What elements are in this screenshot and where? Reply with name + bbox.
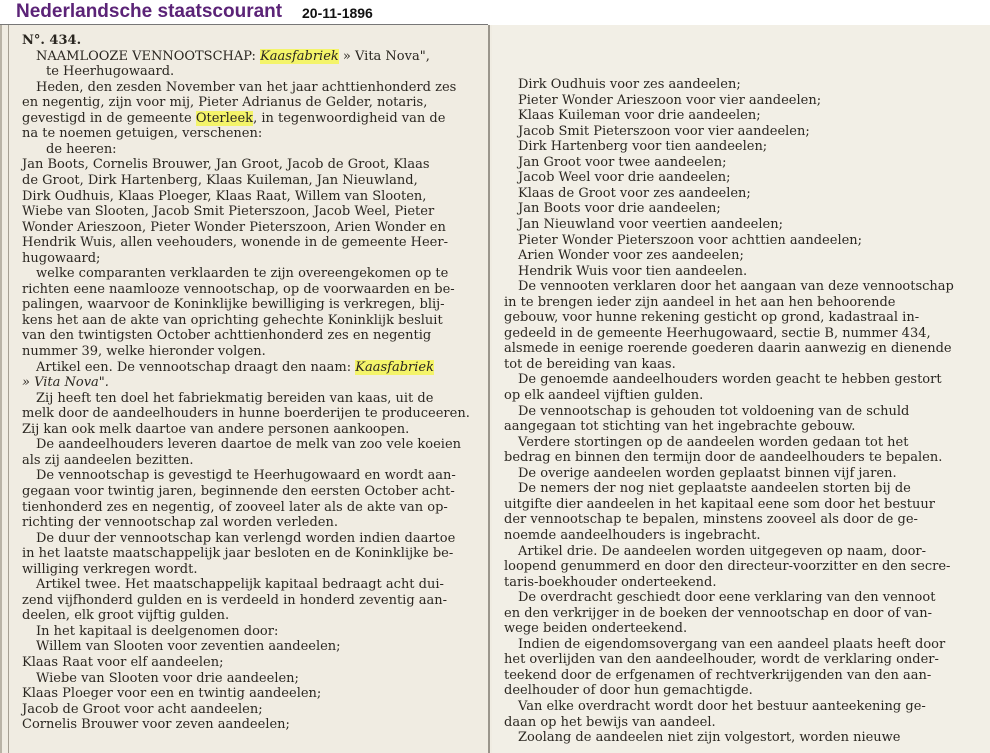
text-span: en negentig, zijn voor mij, Pieter Adrianus de Gelder, notaris,	[22, 95, 428, 111]
left-column-line	[22, 639, 482, 654]
text-span: De duur der vennootschap kan verlengd worden indien daartoe	[36, 530, 456, 546]
text-span: Dirk Hartenberg voor tien aandeelen;	[518, 139, 768, 155]
left-column-line	[22, 500, 482, 515]
right-clipping	[492, 25, 990, 753]
text-span: De overige aandeelen worden geplaatst binnen vijf jaren.	[518, 465, 897, 481]
text-span: richting der vennootschap zal worden verleden.	[22, 515, 338, 531]
text-span: de heeren:	[46, 141, 117, 157]
right-column-line	[504, 419, 974, 434]
right-column-line	[504, 652, 974, 667]
left-column-line	[22, 313, 482, 328]
right-column-line	[504, 124, 974, 139]
text-span: aangegaan tot stichting van het ingebrachte gebouw.	[504, 419, 856, 435]
left-column-line	[22, 468, 482, 483]
left-column-line	[22, 484, 482, 499]
highlighted-term: Oterleek	[195, 110, 254, 126]
right-column-line	[504, 310, 974, 325]
right-column-line	[504, 77, 974, 92]
text-span: van den twintigsten October achttienhonderd zes en negentig	[22, 328, 432, 344]
text-span: De genoemde aandeelhouders worden geacht te hebben gestort	[518, 372, 942, 388]
text-span: na te noemen getuigen, verschenen:	[22, 126, 263, 142]
left-column-line	[22, 453, 482, 468]
left-column-line	[22, 593, 482, 608]
left-clipping	[0, 25, 492, 753]
text-span: de Groot, Dirk Hartenberg, Klaas Kuileman, Jan Nieuwland,	[22, 172, 418, 188]
text-span: kens het aan de akte van oprichting gehechte Koninklijk besluit	[22, 312, 443, 328]
text-span: In het kapitaal is deelgenomen door:	[36, 623, 279, 639]
text-span: taris-boekhouder onderteekend.	[504, 574, 717, 590]
text-span: Artikel drie. De aandeelen worden uitgegeven op naam, door-	[518, 543, 927, 559]
left-column-line	[22, 328, 482, 343]
newspaper-title: Nederlandsche staatscourant	[16, 1, 283, 22]
text-span: gebouw, voor hunne rekening gesticht op grond, kadastraal in-	[504, 310, 920, 326]
text-span: Wonder Arieszoon, Pieter Wonder Pieterszoon, Arien Wonder en	[22, 219, 446, 235]
left-margin-rule	[8, 25, 9, 753]
right-column-line	[504, 450, 974, 465]
text-span: gedeeld in de gemeente Heerhugowaard, sectie B, nummer 434,	[504, 325, 931, 341]
right-column-line	[504, 388, 974, 403]
text-span: wege beiden onderteekend.	[504, 621, 688, 637]
text-span: hugowaard;	[22, 250, 101, 266]
left-column-line	[22, 111, 482, 126]
text-span: alsmede in eenige roerende goederen daarin aanwezig en dienende	[504, 341, 952, 357]
highlighted-term: Kaasfabriek	[260, 48, 339, 64]
right-column-line	[504, 683, 974, 698]
text-span: De vennootschap is gehouden tot voldoening van de schuld	[518, 403, 910, 419]
text-span: op elk aandeel vijftien gulden.	[504, 388, 704, 403]
text-span: williging verkregen wordt.	[22, 561, 198, 577]
text-span: Hendrik Wuis voor tien aandeelen.	[518, 263, 748, 279]
right-column-line	[504, 466, 974, 481]
text-span: noemde aandeelhouders is ingebracht.	[504, 527, 761, 543]
right-column-line	[504, 326, 974, 341]
right-column-line	[504, 155, 974, 170]
right-column-line	[504, 341, 974, 356]
text-span: Dirk Oudhuis voor zes aandeelen;	[518, 77, 741, 92]
left-column-line	[22, 266, 482, 281]
right-column-line	[504, 715, 974, 730]
left-column-line	[22, 717, 482, 732]
text-span: N°. 434.	[22, 33, 82, 48]
right-column-line	[504, 372, 974, 387]
right-column-line	[504, 264, 974, 279]
text-span: Indien de eigendomsovergang van een aandeel plaats heeft door	[518, 636, 946, 652]
left-column-line	[22, 173, 482, 188]
text-span: Artikel een. De vennootschap draagt den naam:	[36, 359, 356, 375]
right-column-line	[504, 435, 974, 450]
left-column-line	[22, 142, 482, 157]
right-column-line	[504, 295, 974, 310]
left-column-line	[22, 80, 482, 95]
text-span: Zoolang de aandeelen niet zijn volgestort, worden nieuwe	[518, 730, 901, 746]
left-column-line	[22, 360, 482, 375]
left-column-line	[22, 577, 482, 592]
text-span: welke comparanten verklaarden te zijn overeengekomen op te	[36, 266, 449, 282]
left-column-line	[22, 702, 482, 717]
text-span: deelen, elk groot vijftig gulden.	[22, 608, 230, 624]
text-span: Jan Boots, Cornelis Brouwer, Jan Groot, Jacob de Groot, Klaas	[22, 157, 430, 173]
left-column-line	[22, 297, 482, 312]
right-column-line	[504, 559, 974, 574]
left-column-line	[22, 686, 482, 701]
right-column-line	[504, 528, 974, 543]
text-span: Jan Boots voor drie aandeelen;	[518, 201, 721, 217]
text-span: De aandeelhouders leveren daartoe de melk van zoo vele koeien	[36, 437, 462, 453]
right-column-line	[504, 730, 974, 745]
text-span: Wiebe van Slooten voor drie aandeelen;	[36, 670, 299, 686]
right-column-line	[504, 139, 974, 154]
text-span: gegaan voor twintig jaren, beginnende den eersten October acht-	[22, 483, 455, 499]
publication-date: 20-11-1896	[302, 5, 373, 21]
left-column-line	[22, 531, 482, 546]
text-span: Klaas Ploeger voor een en twintig aandeelen;	[22, 686, 322, 702]
text-span: Klaas de Groot voor zes aandeelen;	[518, 185, 751, 201]
text-span: Pieter Wonder Pieterszoon voor achttien aandeelen;	[518, 232, 863, 248]
text-span: Arien Wonder voor zes aandeelen;	[518, 248, 744, 264]
text-span: Verdere stortingen op de aandeelen worden gedaan tot het	[518, 434, 909, 450]
left-column-line	[22, 204, 482, 219]
right-column-line	[504, 279, 974, 294]
text-span: NAAMLOOZE VENNOOTSCHAP:	[36, 48, 261, 64]
left-column-line	[22, 655, 482, 670]
text-span: Klaas Raat voor elf aandeelen;	[22, 655, 224, 670]
text-span: bedrag en binnen den termijn door de aandeelhouders te bepalen.	[504, 450, 943, 466]
right-column-line	[504, 186, 974, 201]
left-column-line	[22, 608, 482, 623]
text-span: in het laatste maatschappelijk jaar besloten en de Koninklijke be-	[22, 546, 454, 562]
left-column-line	[22, 64, 482, 79]
text-span: nummer 39, welke hieronder volgen.	[22, 344, 266, 359]
right-column-line	[504, 606, 974, 621]
right-column-line	[504, 699, 974, 714]
text-span: Jacob Smit Pieterszoon voor vier aandeelen;	[518, 123, 810, 139]
text-span: Zij kan ook melk daartoe van andere personen aankoopen.	[22, 421, 410, 437]
text-span: Jan Nieuwland voor veertien aandeelen;	[518, 216, 783, 232]
text-span: zend vijfhonderd gulden en is verdeeld in honderd zeventig aan-	[22, 592, 448, 608]
left-column-line	[22, 562, 482, 577]
text-span: als zij aandeelen bezitten.	[22, 452, 194, 468]
text-span: te Heerhugowaard.	[46, 64, 175, 80]
text-span: tienhonderd zes en negentig, of zooveel later als de akte van op-	[22, 499, 448, 515]
left-column-line	[22, 126, 482, 141]
right-column-line	[504, 575, 974, 590]
text-span: Van elke overdracht wordt door het bestuur aanteekening ge-	[518, 699, 926, 714]
column-divider	[488, 25, 490, 753]
left-column-line	[22, 422, 482, 437]
left-column-line	[22, 344, 482, 359]
text-span: Jacob Weel voor drie aandeelen;	[518, 170, 731, 186]
text-span: en den verkrijger in de boeken der vennootschap en door of van-	[504, 605, 933, 621]
left-column-line	[22, 375, 482, 390]
right-column-line	[504, 497, 974, 512]
text-span: in te brengen ieder zijn aandeel in het aan hen behoorende	[504, 294, 896, 310]
text-span: Cornelis Brouwer voor zeven aandeelen;	[22, 717, 290, 733]
left-column-line	[22, 95, 482, 110]
text-span: loopend genummerd en door den directeur-voorzitter en den secre-	[504, 559, 951, 575]
left-column-line	[22, 546, 482, 561]
text-span: Willem van Slooten voor zeventien aandeelen;	[36, 639, 341, 655]
text-span: uitgifte dier aandeelen in het kapitaal eene som door het bestuur	[504, 496, 935, 512]
text-span: tot de bereiding van kaas.	[504, 356, 676, 372]
text-span: het overlijden van den aandeelhouder, wordt de verklaring onder-	[504, 652, 939, 668]
text-span: De vennooten verklaren door het aangaan van deze vennootschap	[518, 279, 954, 295]
left-column-line	[22, 157, 482, 172]
left-column-line	[22, 235, 482, 250]
text-span: melk door de aandeelhouders in hunne boerderijen te produceeren.	[22, 406, 470, 422]
left-column-line	[22, 515, 482, 530]
text-span: Dirk Oudhuis, Klaas Ploeger, Klaas Raat, Willem van Slooten,	[22, 188, 427, 204]
text-span: » Vita Nova",	[338, 48, 430, 64]
right-column-line	[504, 404, 974, 419]
right-column-line	[504, 481, 974, 496]
right-column-line	[504, 93, 974, 108]
right-column-line	[504, 201, 974, 216]
text-span: De nemers der nog niet geplaatste aandeelen storten bij de	[518, 481, 911, 497]
left-column-line	[22, 220, 482, 235]
text-span: richten eene naamlooze vennootschap, op de voorwaarden en be-	[22, 281, 455, 297]
text-span: gevestigd in de gemeente	[22, 110, 196, 126]
left-column-line	[22, 437, 482, 452]
right-column-line	[504, 544, 974, 559]
text-span: Jacob de Groot voor acht aandeelen;	[22, 701, 263, 717]
text-span: teekend door de erfgenamen of rechtverkrijgenden van den aan-	[504, 667, 932, 683]
page-header	[0, 0, 488, 25]
right-column-line	[504, 217, 974, 232]
text-span: der vennootschap te bepalen, minstens zooveel als door de ge-	[504, 512, 918, 528]
text-span: » Vita Nova".	[22, 375, 109, 391]
highlighted-term: Kaasfabriek	[355, 359, 434, 375]
left-column-line	[22, 33, 482, 48]
left-column-line	[22, 49, 482, 64]
right-column-line	[504, 233, 974, 248]
text-span: De vennootschap is gevestigd te Heerhugowaard en wordt aan-	[36, 468, 456, 484]
left-column-line	[22, 251, 482, 266]
text-span: daan op het bewijs van aandeel.	[504, 714, 716, 730]
right-column-line	[504, 170, 974, 185]
right-column-line	[504, 512, 974, 527]
text-span: Hendrik Wuis, allen veehouders, wonende in de gemeente Heer-	[22, 235, 448, 251]
text-span: palingen, waarvoor de Koninklijke bewilliging is verkregen, blij-	[22, 297, 445, 313]
left-column-line	[22, 406, 482, 421]
right-column-line	[504, 590, 974, 605]
text-span: Wiebe van Slooten, Jacob Smit Pieterszoon, Jacob Weel, Pieter	[22, 204, 435, 220]
text-span: , in tegenwoordigheid van de	[253, 110, 446, 126]
text-span: Pieter Wonder Arieszoon voor vier aandeelen;	[518, 92, 822, 108]
right-column-line	[504, 637, 974, 652]
text-span: deelhouder of door hun gemachtigde.	[504, 683, 753, 699]
left-column-line	[22, 391, 482, 406]
left-column-line	[22, 671, 482, 686]
text-span: Jan Groot voor twee aandeelen;	[518, 154, 727, 170]
left-column-line	[22, 282, 482, 297]
text-span: Klaas Kuileman voor drie aandeelen;	[518, 108, 761, 124]
text-span: Artikel twee. Het maatschappelijk kapitaal bedraagt acht dui-	[36, 577, 444, 593]
text-span: Heden, den zesden November van het jaar achttienhonderd zes	[36, 79, 457, 95]
right-column-line	[504, 108, 974, 123]
right-column-line	[504, 248, 974, 263]
text-span: De overdracht geschiedt door eene verklaring van den vennoot	[518, 590, 936, 606]
right-column-line	[504, 668, 974, 683]
left-column-line	[22, 624, 482, 639]
right-column-line	[504, 621, 974, 636]
right-column-line	[504, 357, 974, 372]
text-span: Zij heeft ten doel het fabriekmatig bereiden van kaas, uit de	[36, 390, 434, 406]
left-column-line	[22, 189, 482, 204]
